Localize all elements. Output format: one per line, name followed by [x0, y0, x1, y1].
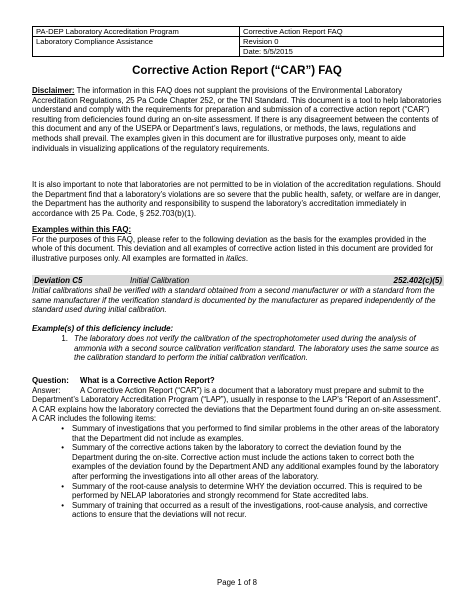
bullet-icon: •: [61, 481, 64, 491]
list-item: [32, 482, 444, 501]
header-date: Date: 5/5/2015: [240, 47, 444, 57]
header-program: PA-DEP Laboratory Accreditation Program: [33, 27, 240, 37]
answer-text: A Corrective Action Report (“CAR”) is a document that a laboratory must prepare and submit to the Department’s Laboratory Accreditation Program (“LAP”), usually in response to the LAP’s “Report of an Assessment”. A CAR explains how the laboratory corrected the deviations that the Department found during an on-site assessment. A CAR includes the following items:: [32, 385, 442, 424]
list-item-number: 1.: [61, 334, 68, 343]
deviation-text: Initial calibrations shall be verified with a standard obtained from a second manufacturer or with a standard from the same manufacturer if the verification standard is documented by the manufacturer as prepared independently of the standard used during initial calibration.: [32, 286, 436, 315]
examples-text: [32, 235, 444, 264]
disclaimer-text: The information in this FAQ does not supplant the provisions of the Environmental Laboratory Accreditation Regulations, 25 Pa Code Chapter 252, or the TNI Standard. This document is a tool to help laboratories understand and comply with the requirements for preparation and submission of a corrective action report (“CAR”) resulting from deficiencies found during an on-site assessment. If there is any disagreement between the contents of this document and any of the USEPA or Department’s laws, regulations, or methods, the laws, regulations and methods shall prevail. The examples given in this document are for illustrative purposes only, meant to aide individuals in visualizing applications of the regulatory requirements.: [32, 86, 442, 153]
header-doc-title: Corrective Action Report FAQ: [240, 27, 444, 37]
accreditation-note-paragraph: It is also important to note that laboratories are not permitted to be in violation of the accreditation regulations. Should the Department find that a laboratory’s violations are so severe that the public health, safety, or welfare are in danger, the Department has the authority and responsibility to suspend the laboratory’s accreditation immediately in accordance with 25 Pa. Code, § 252.703(b)(1).: [32, 180, 441, 218]
answer-label: Answer:: [32, 385, 61, 395]
list-item: [32, 334, 444, 363]
deviation-block: [32, 275, 444, 315]
examples-heading: Examples within this FAQ:: [32, 225, 132, 234]
page-number: Page 1 of 8: [217, 578, 257, 587]
question-line: [32, 376, 444, 386]
list-item: [32, 424, 444, 443]
list-item-text: Summary of training that occurred as a result of the investigations, root-cause analysis, and corrective actions to ensure that the deviations will not recur.: [72, 500, 428, 520]
disclaimer-paragraph: [32, 86, 444, 153]
examples-text-main: For the purposes of this FAQ, please refer to the following deviation as the basis for the examples provided in the whole of this document. This deviation and all examples of corrective action listed in this document are provided for illustrative purposes only. All examples are formatted in: [32, 234, 434, 263]
bullet-icon: •: [61, 443, 64, 453]
list-item: [32, 501, 444, 520]
disclaimer-label: Disclaimer:: [32, 86, 75, 95]
deviation-code: Deviation C5: [34, 276, 83, 285]
document-header-table: [32, 26, 444, 57]
list-item-text: Summary of investigations that you performed to find similar problems in the other areas of the laboratory that the Department did not include as examples.: [72, 424, 440, 443]
list-item-text: The laboratory does not verify the calibration of the spectrophotometer used during the analysis of ammonia with a second source calibration verification standard. The laboratory uses the same source as the calibration standard to perform the initial calibration verification.: [74, 334, 439, 363]
list-item-text: Summary of the corrective actions taken by the laboratory to correct the deviation found by the Department during the on-site. Corrective action must include the actions taken to correct both the examples of the deviation found by the Department AND any additional examples found by the laboratory after performing the investigations into all other areas of the laboratory.: [72, 443, 439, 481]
bullet-icon: •: [61, 500, 64, 510]
deficiency-list: [32, 334, 444, 363]
question-label: Question:: [32, 376, 69, 385]
answer-paragraph: [32, 386, 444, 424]
question-block: [32, 376, 444, 424]
examples-section: [32, 225, 444, 263]
page-title: Corrective Action Report (“CAR”) FAQ: [132, 65, 342, 77]
deviation-reference: 252.402(c)(5): [393, 276, 442, 285]
list-item-text: Summary of the root-cause analysis to determine WHY the deviation occurred. This is required to be performed by NELAP laboratories and strongly recommend for State accredited labs.: [72, 481, 423, 501]
examples-text-end: .: [245, 253, 249, 263]
question-text: What is a Corrective Action Report?: [80, 376, 215, 385]
examples-italics-word: italics: [226, 253, 246, 263]
deviation-header-bar: [32, 275, 444, 286]
deficiency-heading: Example(s) of this deficiency include:: [32, 324, 174, 333]
deviation-name: Initial Calibration: [130, 276, 190, 285]
bullet-icon: •: [61, 424, 64, 433]
header-section: Laboratory Compliance Assistance: [33, 37, 240, 57]
header-revision: Revision 0: [240, 37, 444, 47]
list-item: [32, 443, 444, 481]
car-items-list: [32, 424, 444, 520]
